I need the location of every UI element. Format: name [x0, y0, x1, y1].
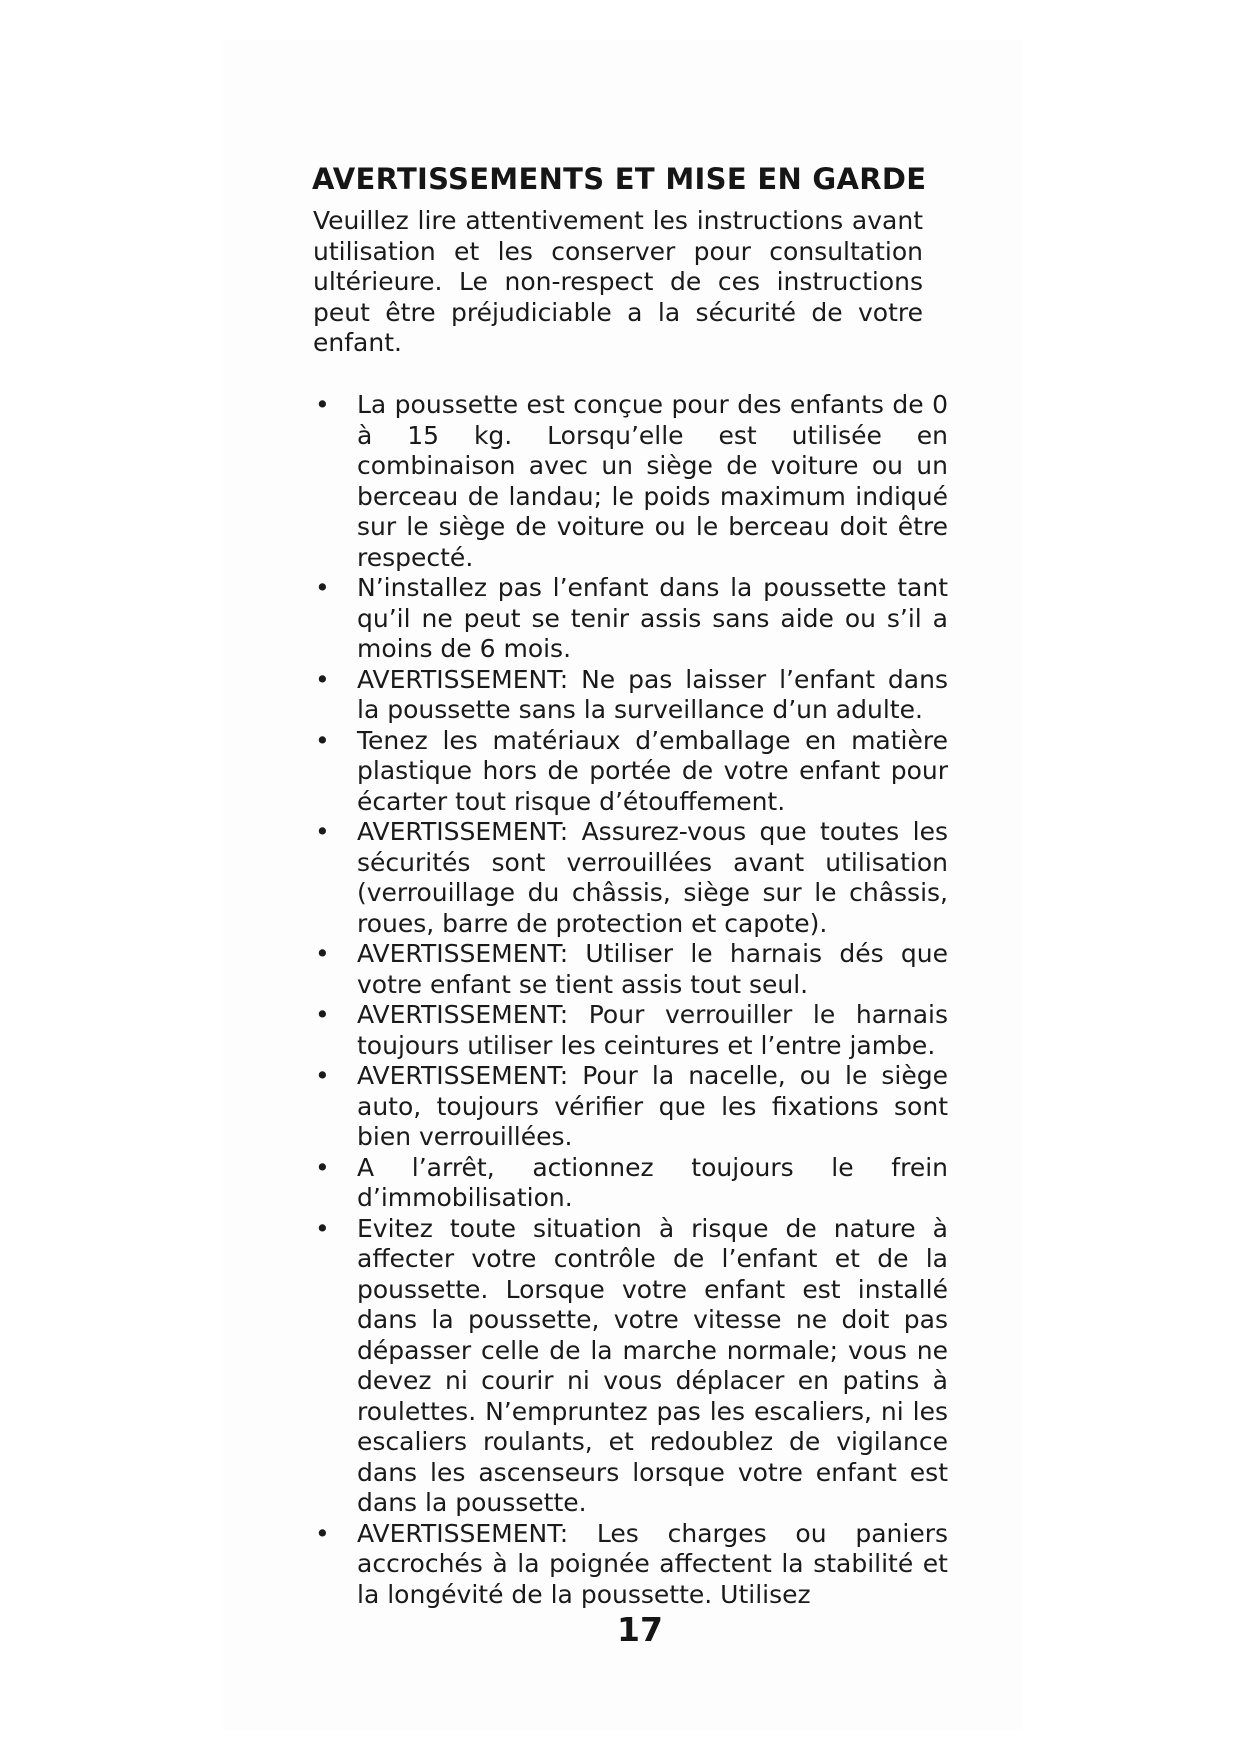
- bullet-icon: •: [315, 664, 330, 694]
- warning-text: AVERTISSEMENT: Pour la nacelle, ou le siège auto, toujours vérifier que les fixations sont bien verrouillées.: [357, 1061, 948, 1151]
- warning-item: [313, 573, 948, 665]
- warning-text: AVERTISSEMENT: Utiliser le harnais dés que votre enfant se tient assis tout seul.: [357, 939, 948, 999]
- page-number: 17: [617, 1610, 663, 1649]
- page-title: AVERTISSEMENTS ET MISE EN GARDE: [312, 162, 927, 197]
- bullet-icon: •: [315, 1152, 330, 1182]
- warning-text: AVERTISSEMENT: Ne pas laisser l’enfant dans la poussette sans la surveillance d’un adulte.: [357, 664, 948, 724]
- warning-text: A l’arrêt, actionnez toujours le frein d’immobilisation.: [357, 1152, 948, 1212]
- bullet-icon: •: [315, 573, 330, 602]
- warning-item: [313, 665, 948, 726]
- bullet-icon: •: [315, 1000, 330, 1029]
- warning-text: N’installez pas l’enfant dans la poussette tant qu’il ne peut se tenir assis sans aide ou s’il a moins de 6 mois.: [357, 573, 948, 663]
- bullet-icon: •: [315, 390, 330, 419]
- bullet-icon: •: [315, 1061, 330, 1090]
- bullet-icon: •: [315, 1213, 330, 1243]
- warning-text: La poussette est conçue pour des enfants de 0 à 15 kg. Lorsqu’elle est utilisée en combinaison avec un siège de voiture ou un berceau de landau; le poids maximum indiqué sur le siège de voiture ou le berceau doit être respecté.: [357, 390, 948, 572]
- bullet-icon: •: [315, 725, 330, 755]
- warning-text: Tenez les matériaux d’emballage en matière plastique hors de portée de votre enfant pour écarter tout risque d’étouffement.: [357, 725, 948, 816]
- warning-item: [313, 1153, 948, 1214]
- warning-list: [313, 390, 948, 1610]
- warning-item: [313, 817, 948, 939]
- warning-item: [313, 1000, 948, 1061]
- warning-text: AVERTISSEMENT: Pour verrouiller le harnais toujours utiliser les ceintures et l’entre jambe.: [357, 1000, 948, 1060]
- bullet-icon: •: [315, 1518, 330, 1548]
- bullet-icon: •: [315, 939, 330, 968]
- warning-text: AVERTISSEMENT: Assurez-vous que toutes les sécurités sont verrouillées avant utilisation (verrouillage du châssis, siège sur le châssis, roues, barre de protection et capote).: [357, 817, 948, 938]
- warning-text: Evitez toute situation à risque de nature à affecter votre contrôle de l’enfant et de la poussette. Lorsque votre enfant est installé dans la poussette, votre vitesse ne doit pas dépasser celle de la marche normale; vous ne devez ni courir ni vous déplacer en patins à roulettes. N’empruntez pas les escaliers, ni les escaliers roulants, et redoublez de vigilance dans les ascenseurs lorsque votre enfant est dans la poussette.: [357, 1213, 948, 1517]
- bullet-icon: •: [315, 817, 330, 846]
- warning-item: [313, 1214, 948, 1519]
- intro-paragraph: Veuillez lire attentivement les instructions avant utilisation et les conserver pour consultation ultérieure. Le non-respect de ces instructions peut être préjudiciable a la sécurité de votre enfant.: [313, 206, 923, 357]
- warning-item: [313, 939, 948, 1000]
- warning-item: [313, 726, 948, 818]
- warning-item: [313, 390, 948, 573]
- warning-item: [313, 1519, 948, 1611]
- warning-text: AVERTISSEMENT: Les charges ou paniers accrochés à la poignée affectent la stabilité et la longévité de la poussette. Utilisez: [357, 1518, 948, 1609]
- warning-item: [313, 1061, 948, 1153]
